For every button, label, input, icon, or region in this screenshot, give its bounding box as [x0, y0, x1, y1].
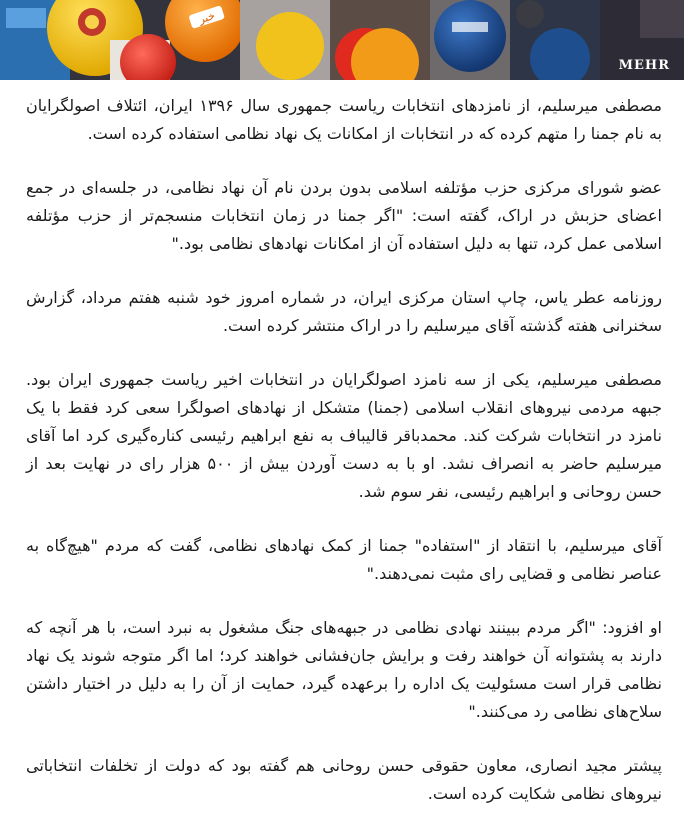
blue-microphone	[434, 0, 506, 72]
header-photo	[0, 0, 684, 80]
microphones-illustration	[0, 0, 684, 80]
article-body	[0, 92, 684, 834]
photo-credit: MEHR	[618, 58, 670, 73]
paragraph: آقای میرسلیم، با انتقاد از "استفاده" جمنا از کمک نهادهای نظامی، گفت که مردم "هیچ‌گاه به عناصر نظامی و قضایی رای مثبت نمی‌دهند."	[26, 536, 662, 583]
paragraph: مصطفی میرسلیم، یکی از سه نامزد اصولگرایان در انتخابات اخیر ریاست جمهوری ایران بود. جبهه مردمی نیروهای انقلاب اسلامی (جمنا) متشکل از نهادهای اصولگرا سعی کرد فقط با یک نامزد در انتخابات شرکت کند. محمدباقر قالیباف به نفع ابراهیم رئیسی کناره‌گیری کرد اما آقای میرسلیم حاضر به انصراف نشد. او با به دست آوردن بیش از ۵۰۰ هزار رای در نهایت بعد از حسن روحانی و ابراهیم رئیسی، نفر سوم شد.	[26, 370, 663, 501]
paragraph: او افزود: "اگر مردم ببینند نهادی نظامی در جبهه‌های جنگ مشغول به نبرد است، با هر آنچه که دارند به پشتوانه آن خواهند رفت و برایش جان‌فشانی خواهند کرد؛ اما اگر متوجه شوند یک نهاد نظامی قرار است مسئولیت یک اداره را برعهده گیرد، حمایت از آن را به دلیل در اختیار داشتن سلاح‌های نظامی رد می‌کنند."	[26, 618, 662, 721]
paragraph: پیشتر مجید انصاری، معاون حقوقی حسن روحانی هم گفته بود که دولت از تخلفات انتخاباتی نیروهای نظامی شکایت کرده است.	[26, 756, 662, 803]
paragraph: مصطفی میرسلیم، از نامزدهای انتخابات ریاست جمهوری سال ۱۳۹۶ ایران، ائتلاف اصولگرایان به نام جمنا را متهم کرده که در انتخابات از امکانات یک نهاد نظامی استفاده کرده است.	[26, 96, 663, 143]
paragraph: عضو شورای مرکزی حزب مؤتلفه اسلامی بدون بردن نام آن نهاد نظامی، در جلسه‌ای در جمع اعضای حزبش در اراک، گفته است: "اگر جمنا در زمان انتخابات منسجم‌تر از حزب مؤتلفه اسلامی عمل کرد، تنها به دلیل استفاده آن از امکانات نهادهای نظامی بود."	[26, 178, 662, 253]
yellow-microphone-2	[256, 12, 324, 80]
mic-brand-label: خبر	[197, 8, 217, 27]
paragraph: روزنامه عطر یاس، چاپ استان مرکزی ایران، در شماره امروز خود شنبه هفتم مرداد، گزارش سخنرانی هفته گذشته آقای میرسلیم را در اراک منتشر کرده است.	[26, 288, 662, 335]
